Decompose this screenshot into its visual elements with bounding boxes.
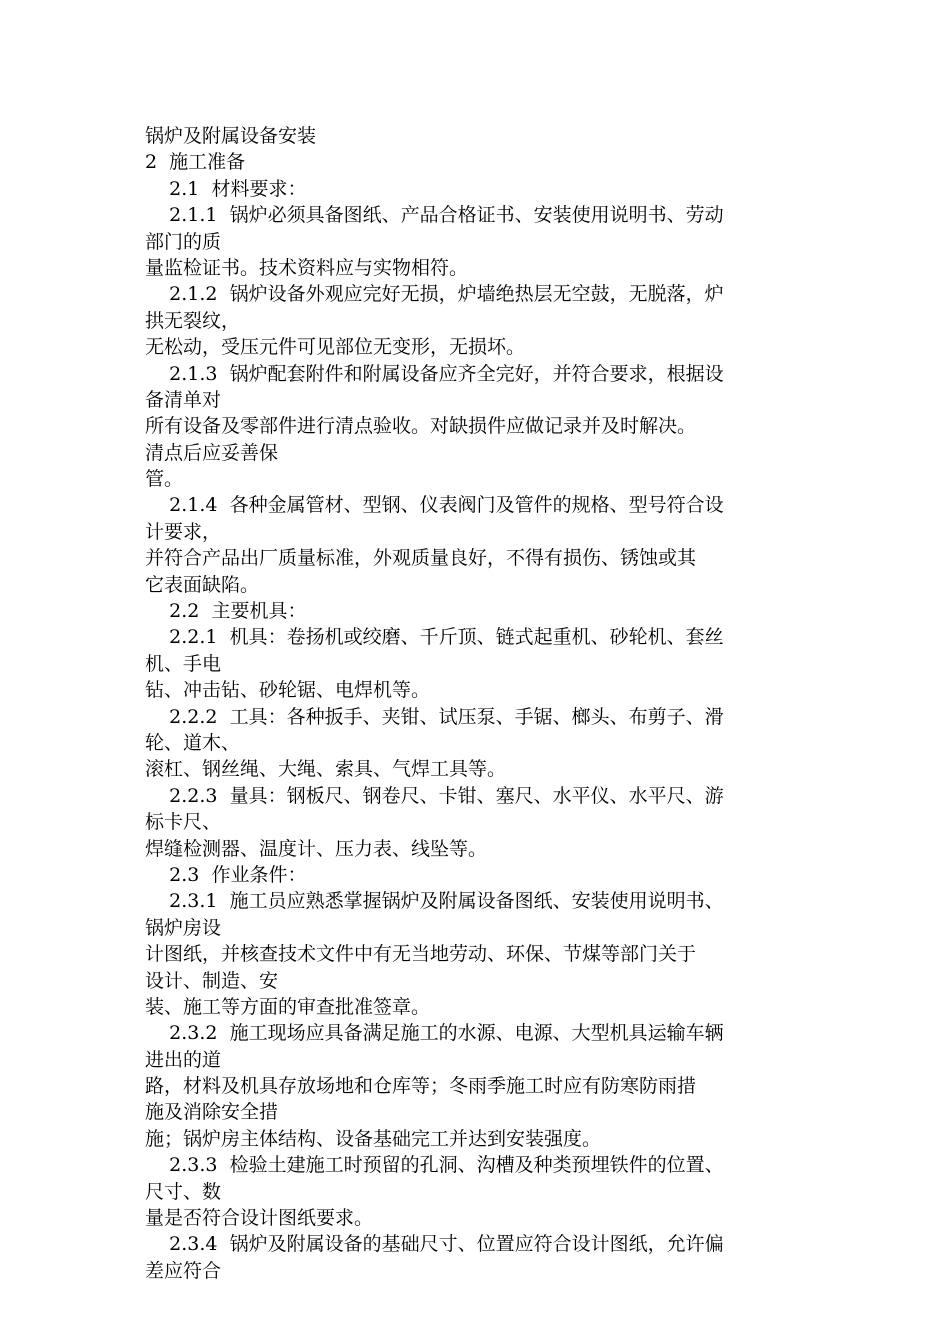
- text-line: 2.2.1 机具：卷扬机或绞磨、千斤顶、链式起重机、砂轮机、套丝: [145, 626, 724, 649]
- text-line: 2.1.2 锅炉设备外观应完好无损，炉墙绝热层无空鼓，无脱落，炉: [145, 283, 724, 306]
- text-line: 无松动，受压元件可见部位无变形，无损坏。: [145, 336, 526, 359]
- text-line: 施；锅炉房主体结构、设备基础完工并达到安装强度。: [145, 1127, 602, 1150]
- text-line: 锅炉房设: [145, 916, 222, 939]
- text-line: 它表面缺陷。: [145, 573, 260, 596]
- text-line: 2.2.3 量具：钢板尺、钢卷尺、卡钳、塞尺、水平仪、水平尺、游: [145, 784, 724, 807]
- text-line: 进出的道: [145, 1048, 222, 1071]
- text-line: 量是否符合设计图纸要求。: [145, 1207, 374, 1230]
- text-line: 2 施工准备: [145, 151, 246, 174]
- text-line: 量监检证书。技术资料应与实物相符。: [145, 256, 469, 279]
- document-body: [145, 123, 810, 1284]
- text-line: 计图纸，并核查技术文件中有无当地劳动、环保、节煤等部门关于: [145, 943, 697, 966]
- text-line: 设计、制造、安: [145, 969, 279, 992]
- document-title: 锅炉及附属设备安装: [145, 125, 317, 147]
- text-line: 机、手电: [145, 652, 222, 675]
- text-line: 2.3.3 检验土建施工时预留的孔洞、沟槽及种类预埋铁件的位置、: [145, 1154, 724, 1177]
- text-line: 计要求，: [145, 520, 222, 543]
- text-line: 部门的质: [145, 230, 222, 253]
- text-line: 2.1.1 锅炉必须具备图纸、产品合格证书、安装使用说明书、劳动: [145, 204, 724, 227]
- text-line: 2.2.2 工具：各种扳手、夹钳、试压泵、手锯、榔头、布剪子、滑: [145, 705, 724, 728]
- text-line: 钻、冲击钻、砂轮锯、电焊机等。: [145, 679, 431, 702]
- text-line: 焊缝检测器、温度计、压力表、线坠等。: [145, 837, 488, 860]
- text-line: 2.3.1 施工员应熟悉掌握锅炉及附属设备图纸、安装使用说明书、: [145, 890, 724, 913]
- text-line: 拱无裂纹，: [145, 309, 241, 332]
- text-line: 滚杠、钢丝绳、大绳、索具、气焊工具等。: [145, 758, 507, 781]
- text-line: 装、施工等方面的审查批准签章。: [145, 995, 431, 1018]
- text-line: 并符合产品出厂质量标准，外观质量良好，不得有损伤、锈蚀或其: [145, 547, 697, 570]
- text-line: 2.1 材料要求：: [145, 177, 307, 200]
- text-line: 2.3.2 施工现场应具备满足施工的水源、电源、大型机具运输车辆: [145, 1022, 724, 1045]
- text-line: 2.3.4 锅炉及附属设备的基础尺寸、位置应符合设计图纸，允许偏: [145, 1233, 724, 1256]
- text-line: 2.2 主要机具：: [145, 600, 307, 623]
- text-line: 备清单对: [145, 388, 222, 411]
- text-line: 所有设备及零部件进行清点验收。对缺损件应做记录并及时解决。: [145, 415, 697, 438]
- text-line: 差应符合: [145, 1259, 222, 1282]
- text-line: 轮、道木、: [145, 731, 241, 754]
- text-line: 路，材料及机具存放场地和仓库等；冬雨季施工时应有防寒防雨措: [145, 1075, 697, 1098]
- text-line: 清点后应妥善保: [145, 441, 279, 464]
- text-line: 标卡尺、: [145, 811, 222, 834]
- text-line: 施及消除安全措: [145, 1101, 279, 1124]
- text-line: 2.3 作业条件：: [145, 863, 307, 886]
- text-line: 管。: [145, 468, 184, 491]
- text-line: 2.1.3 锅炉配套附件和附属设备应齐全完好，并符合要求，根据设: [145, 362, 724, 385]
- text-line: 尺寸、数: [145, 1180, 222, 1203]
- text-line: 2.1.4 各种金属管材、型钢、仪表阀门及管件的规格、型号符合设: [145, 494, 724, 517]
